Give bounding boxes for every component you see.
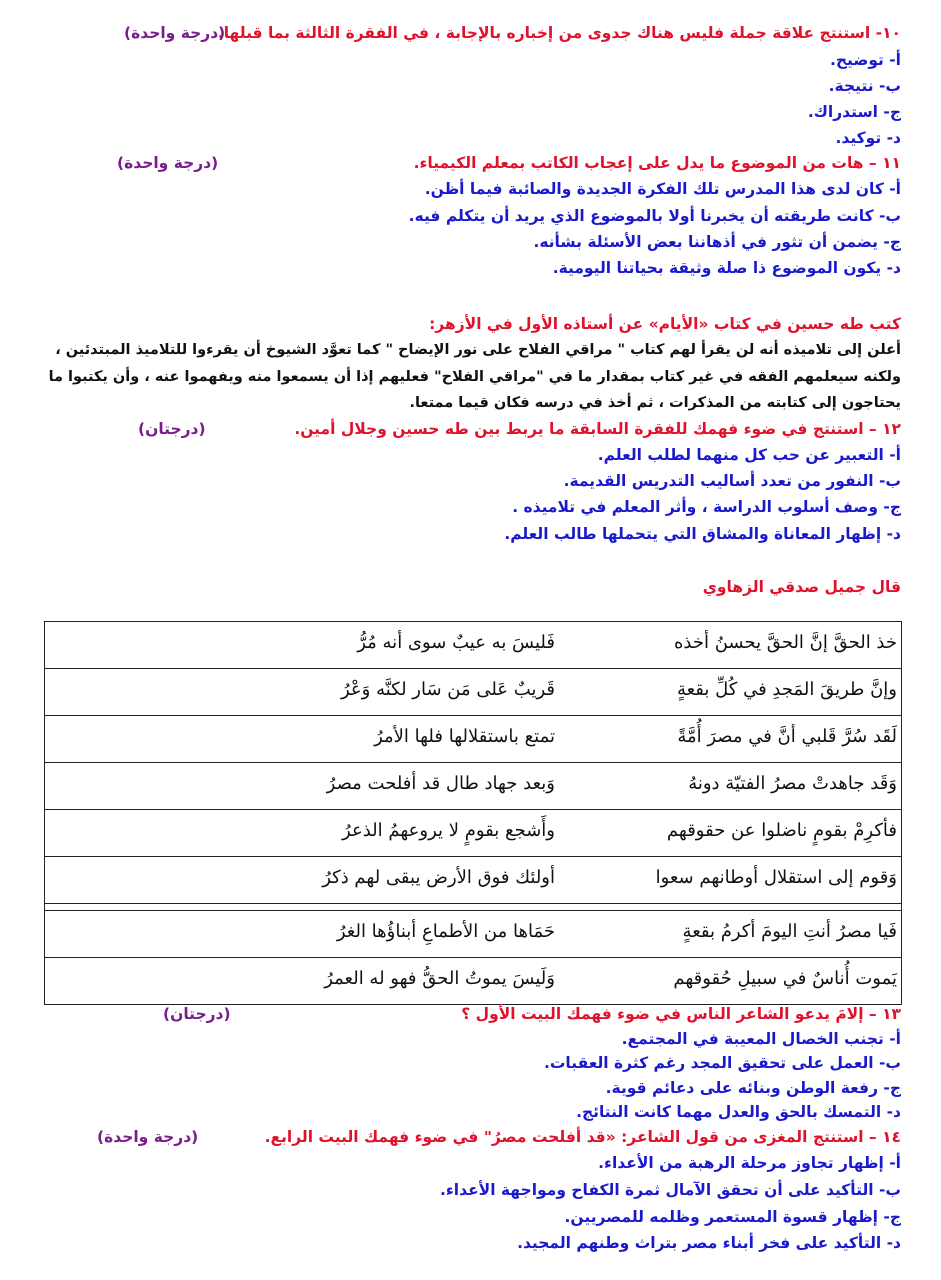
verse-first-half: وإنَّ طريقَ المَجدِ في كُلِّ بقعةٍ	[676, 679, 897, 700]
q10-option-a: أ- توضيح.	[829, 51, 901, 69]
poem-spacer-row	[45, 904, 901, 911]
verse-first-half: وَقوم إلى استقلال أوطانهم سعوا	[655, 867, 897, 888]
verse-second-half: وَبعد جهاد طال قد أفلحت مصرُ	[326, 773, 555, 794]
q14-option-b: ب- التأكيد على أن تحقق الآمال ثمرة الكفاح ومواجهة الأعداء.	[439, 1181, 901, 1199]
q11-option-a: أ- كان لدى هذا المدرس تلك الفكرة الجديدة والصائبة فيما أظن.	[424, 180, 901, 198]
verse-first-half: لَقَد سُرَّ قَلبي أنَّ في مصرَ أُمَّةً	[677, 726, 897, 747]
q13-question: ١٣ – إلامَ يدعو الشاعر الناس في ضوء فهمك البيت الأول ؟	[461, 1005, 901, 1023]
poem-verse-row	[45, 810, 901, 857]
q14-grade: (درجة واحدة)	[97, 1128, 199, 1146]
poem-heading: قال جميل صدقي الزهاوي	[702, 578, 901, 596]
q10-question: ١٠- استنتج علاقة جملة فليس هناك جدوى من إخباره بالإجابة ، في الفقرة الثالثة بما قبلها.	[217, 24, 901, 42]
q13-grade: (درجتان)	[163, 1005, 231, 1023]
poem-verse-row	[45, 857, 901, 904]
poem-verse-row	[45, 716, 901, 763]
passage-line-2: ولكنه سيعلمهم الفقه في غير كتاب بمقدار ما في "مراقي الفلاح" فعليهم إذا أن يسمعوا منه ويفهموا عنه ، وأن يكتبوا ما	[48, 369, 901, 385]
verse-first-half: وَقَد جاهدتْ مصرُ الفتيّة دونهُ	[688, 773, 897, 794]
poem-table	[44, 621, 902, 1005]
q11-grade: (درجة واحدة)	[117, 154, 219, 172]
q11-question: ١١ – هات من الموضوع ما يدل على إعجاب الكاتب بمعلم الكيمياء.	[413, 154, 901, 172]
verse-second-half: أولئك فوق الأرض يبقى لهم ذكرُ	[322, 867, 555, 888]
q12-question: ١٢ – استنتج في ضوء فهمك للفقرة السابقة ما يربط بين طه حسين وجلال أمين.	[294, 420, 901, 438]
q10-option-b: ب- نتيجة.	[828, 77, 901, 95]
q14-option-d: د- التأكيد على فخر أبناء مصر بتراث وطنهم المجيد.	[517, 1234, 901, 1252]
q11-option-b: ب- كانت طريقته أن يخبرنا أولا بالموضوع الذي يريد أن يتكلم فيه.	[408, 207, 901, 225]
verse-second-half: وأَشجع بقومٍ لا يروعهمُ الذعرُ	[342, 820, 555, 841]
q11-option-c: ج- يضمن أن تثور في أذهاننا بعض الأسئلة بشأنه.	[533, 233, 901, 251]
q13-option-c: ج- رفعة الوطن وبنائه على دعائم قوية.	[605, 1079, 901, 1097]
q14-option-a: أ- إظهار تجاوز مرحلة الرهبة من الأعداء.	[598, 1154, 901, 1172]
passage-heading: كتب طه حسين في كتاب «الأيام» عن أستاذه الأول في الأزهر:	[429, 315, 901, 333]
verse-second-half: تمتع باستقلالها فلها الأمرُ	[374, 726, 555, 747]
q10-option-c: ج- استدراك.	[807, 103, 901, 121]
q12-option-b: ب- النفور من تعدد أساليب التدريس القديمة.	[563, 472, 901, 490]
q13-option-a: أ- تجنب الخصال المعيبة في المجتمع.	[621, 1030, 901, 1048]
verse-first-half: فَيا مصرُ أنتِ اليومَ أكرمُ بقعةٍ	[682, 921, 897, 942]
verse-first-half: خذ الحقَّ إنَّ الحقَّ يحسنُ أخذه	[673, 632, 897, 653]
q11-option-d: د- يكون الموضوع ذا صلة وثيقة بحياتنا اليومية.	[552, 259, 901, 277]
q12-option-a: أ- التعبير عن حب كل منهما لطلب العلم.	[597, 446, 901, 464]
q14-question: ١٤ – استنتج المغزى من قول الشاعر: «قد أفلحت مصرُ" في ضوء فهمك البيت الرابع.	[264, 1128, 901, 1146]
poem-verse-row	[45, 622, 901, 669]
poem-verse-row	[45, 911, 901, 958]
q13-option-b: ب- العمل على تحقيق المجد رغم كثرة العقبات.	[543, 1054, 901, 1072]
verse-second-half: وَلَيسَ يموتُ الحقُّ فهو له العمرُ	[324, 968, 555, 989]
verse-second-half: قَريبٌ عَلى مَن سَار لكنَّه وَعْرُ	[340, 679, 555, 700]
passage-line-1: أعلن إلى تلاميذه أنه لن يقرأ لهم كتاب " مراقي الفلاح على نور الإيضاح " كما تعوَّد الشيوخ أن يقرءوا للتلاميذ المبتدئين ،	[55, 342, 901, 358]
q12-option-d: د- إظهار المعاناة والمشاق التي يتحملها طالب العلم.	[504, 525, 901, 543]
q12-grade: (درجتان)	[138, 420, 206, 438]
verse-first-half: يَموت أُناسٌ في سبيلِ حُقوقهم	[673, 968, 897, 989]
poem-verse-row	[45, 669, 901, 716]
poem-verse-row	[45, 958, 901, 1004]
passage-line-3: يحتاجون إلى كتابته من المذكرات ، ثم أخذ في درسه فكان قيما ممتعا.	[409, 395, 901, 411]
verse-second-half: فَليسَ به عيبٌ سوى أنه مُرُّ	[357, 632, 555, 653]
verse-first-half: فأكرِمْ بقومٍ ناضلوا عن حقوقهم	[666, 820, 897, 841]
q14-option-c: ج- إظهار قسوة المستعمر وظلمه للمصريين.	[564, 1208, 901, 1226]
q13-option-d: د- التمسك بالحق والعدل مهما كانت النتائج.	[576, 1103, 901, 1121]
q10-grade: (درجة واحدة)	[124, 24, 226, 42]
q10-option-d: د- توكيد.	[835, 129, 901, 147]
poem-verse-row	[45, 763, 901, 810]
verse-second-half: حَمَاها من الأطماعِ أبناؤُها الغرُ	[336, 921, 555, 942]
q12-option-c: ج- وصف أسلوب الدراسة ، وأثر المعلم في تلاميذه .	[512, 498, 901, 516]
